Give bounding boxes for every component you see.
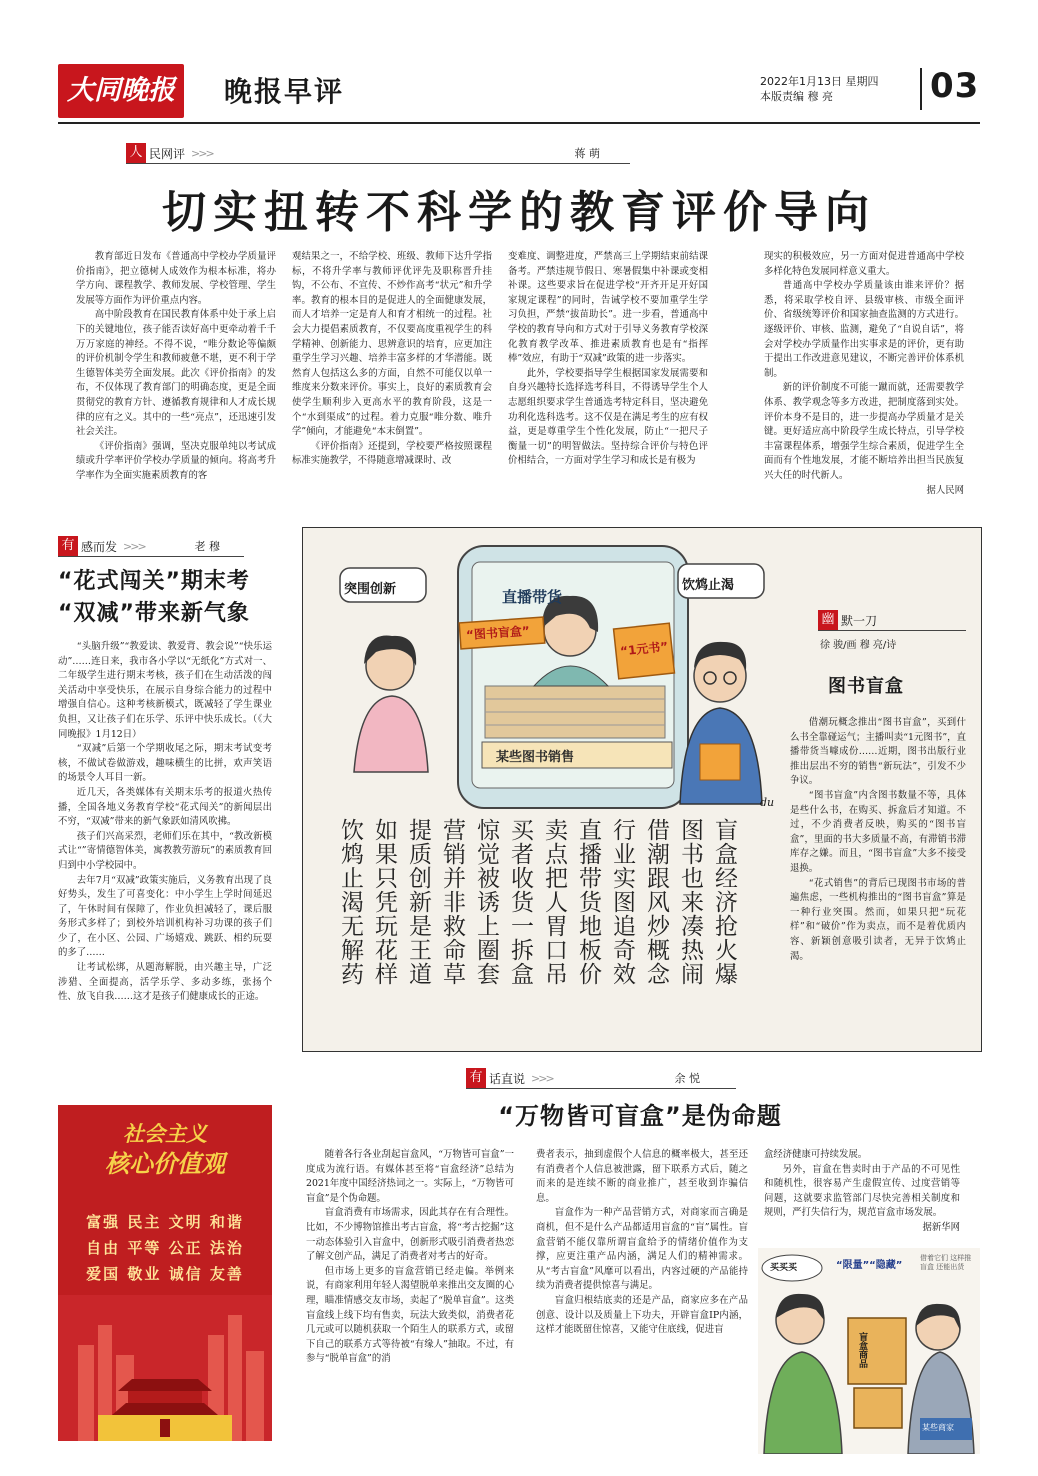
column-tag-name: 感而发 (81, 539, 118, 554)
bubble-right-text: 饮鸩止渴 (682, 578, 735, 593)
paragraph: 《评价指南》强调，坚决克服单纯以考试成绩或升学率评价学校办学质量的倾向。将高考升学率作为全面实施素质教育的客 (76, 440, 276, 481)
column-tag-rule (818, 630, 966, 631)
girl-coat (354, 696, 428, 772)
shop-sign-text: 某些图书销售 (496, 750, 575, 765)
paragraph: 此外，学校要指导学生根据国家发展需要和自身兴趣特长选择选考科目，不得诱导学生个人志愿组织要求学生普通选考特定科目，坚决避免功利化选科选考。这不仅是在满足考生的应有权益，更是尊重学生个性化发展，防止“一把尺子衡量一切”的明智做法。坚持综合评价与特色评价相结合，一方面对学生学习和成长是有极为 (508, 367, 708, 467)
poster-values-row: 富强 民主 文明 和谐 (86, 1213, 244, 1231)
column-tag-youhua (466, 1068, 736, 1088)
paragraph: 孩子们兴高采烈，老师们乐在其中，“教改新模式让“”寄情德智体美，寓教教劳游玩”的素质教育回归到中小学校园中。 (58, 830, 272, 871)
paragraph: 盒经济健康可持续发展。 (764, 1149, 868, 1160)
limited-hidden-label: “限量”“隐藏” (836, 1260, 903, 1271)
article-source: 据新华网 (922, 1221, 960, 1233)
page-number: 03 (930, 66, 980, 106)
paragraph: 高中阶段教育在国民教育体系中处于承上启下的关键地位，孩子能否读好高中更牵动着千千万万家庭的神经。不得不说，“唯分数论等偏颇的评价机制令学生和教师疲惫不堪，更不利于学生德智体美劳全面发展。此次《评价指南》的发布，不仅体现了教育部门的明确态度，更是全面贯彻党的教育方针、遵循教育规律和人才成长规律的应有之义。其中的一些“亮点”，还迅速引发社会关注。 (76, 309, 276, 438)
cartoon-credit: 徐 骏/画 穆 亮/诗 (820, 640, 897, 651)
artist-signature: du (760, 796, 775, 809)
poster-title (58, 1119, 272, 1179)
cartoon-poem (330, 818, 736, 1024)
paragraph: 去年7月“双减”政策实施后，义务教育出现了良好势头，发生了可喜变化：中小学生上学时间延迟了，午休时间有保障了，作业负担减轻了，课后服务形式多样了；到校外培训机构补习功课的孩子们少了，在小区、公园、广场嬉戏、跳跃、相约玩耍的多了…… (58, 874, 272, 959)
column-tag-rule (58, 556, 244, 557)
tiananmen-skyline-icon (58, 1295, 272, 1441)
section-name: 晚报早评 (224, 75, 345, 108)
paragraph: 变难度、调整进度，严禁高三上学期结束前结课备考。严禁违规节假日、寒暑假集中补课或变相补课。这些要求旨在促进学校“开齐开足开好国家规定课程”的同时，告诫学校不要加重学生学习负担，严禁“拔苗助长”。进一步看，普通高中学校的教育导向和方式对于引导义务教育学校深化教育教学改革、推进素质教育也是有“指挥棒”效应，有助于“双减”政策的进一步落实。 (508, 251, 708, 365)
main-article-column-3 (508, 250, 708, 512)
bottom-article-column-2 (536, 1148, 748, 1452)
paragraph: 盲盒消费有市场需求，因此其存在有合理性。比如，不少博物馆推出考古盲盒，将“考古挖掘”这一动态体验引入盲盒中，创新形式吸引消费者热恋了解文创产品，满足了消费者对考古的好奇。 (306, 1207, 514, 1263)
blind-box-sign-text: “图书盲盒” (465, 623, 531, 643)
column-arrows-icon: >>> (191, 146, 213, 160)
live-streaming-title: 直播带货 (502, 588, 563, 606)
poem-line: 如果只凭玩花样 (371, 818, 397, 986)
paragraph: 盲盒归根结底卖的还是产品，商家应多在产品创意、设计以及质量上下功夫，开辟盲盒IP内涵，这样才能既留住惊喜，又能守住底线，促进盲 (536, 1294, 748, 1336)
poster-values-row: 自由 平等 公正 法治 (86, 1239, 244, 1257)
paragraph: 费者表示，抽到虚假个人信息的概率极大，甚至还有消费者个人信息被泄露，留下联系方式后，随之而来的是连续不断的商业推广，甚至收到诈骗信息。 (536, 1149, 748, 1204)
masthead-divider (920, 68, 922, 110)
paragraph: “图书盲盒”内含图书数量不等，具体是些什么书，在购买、拆盒后才知道。不过，不少消费者反映，购买的“图书盲盒”，里面的书大多质量不高，有滞销书滞库存之嫌。而且，“图书盲盒”大多不接受退换。 (790, 789, 966, 874)
seller-sign-label: 某些商家 (922, 1423, 954, 1432)
paragraph: “双减”后第一个学期收尾之际，期末考试变考核，不做试卷做游戏，趣味横生的比拼，欢声笑语的场景令人耳目一新。 (58, 743, 272, 784)
poem-line: 图书也来凑热闹 (677, 818, 703, 986)
paragraph: 近几天，各类媒体有关期末乐考的报道火热传播，全国各地义务教育学校“花式闯关”的新闻层出不穷，“双减”带来的新气象跃如清风吹拂。 (58, 786, 272, 828)
column-arrows-icon: >>> (531, 1071, 553, 1085)
blind-box-label: 盲盒商品 (857, 1332, 867, 1368)
poem-line: 惊觉被诱上圈套 (473, 818, 499, 986)
bottom-headline: “万物皆可盲盒”是伪命题 (498, 1102, 782, 1130)
newspaper-logo: 大同晚报 (58, 64, 184, 118)
cartoon-side-note: 借着它们 这样推盲盒 还能出货 (920, 1254, 972, 1271)
poster-title-line: 核心价值观 (105, 1149, 225, 1178)
main-article-column-1 (76, 250, 276, 512)
paragraph: 随着各行各业刮起盲盒风，“万物皆可盲盒”一度成为流行语。有媒体甚至将“盲盒经济”总结为2021年度中国经济热词之一。实际上，“万物皆可盲盒”是个伪命题。 (306, 1149, 514, 1204)
main-headline: 切实扭转不科学的教育评价导向 (162, 187, 876, 238)
one-yuan-sign-text: “1元书” (619, 639, 669, 659)
paragraph: 普通高中学校办学质量该由谁来评价？据悉，将采取学校自评、县级审核、市级全面评价、省级统筹评价和国家抽查监测的方式进行。逐级评价、审核、监测，避免了“自说自话”，将会对学校办学质量作出实事求是的评价，更有助于提出工作改进意见建议，不断完善评价体系机制。 (764, 280, 964, 379)
core-values-poster (58, 1105, 272, 1441)
bubble-left-text: 突围创新 (344, 582, 397, 597)
main-article-column-4 (764, 250, 964, 512)
column-tag-name: 话直说 (489, 1071, 526, 1086)
page-editor: 本版责编 穆 亮 (760, 90, 833, 103)
column-tag-initial: 人 (126, 143, 146, 163)
paragraph: “头脑升级”“教爱读、教爱背、教会说”“快乐运动”……连日来，我市各小学以“无纸化”方式对一、二年级学生进行期末考核，孩子们在生动活泼的闯关活动中享受快乐，在展示自身综合能力的过程中增强自信心。这种考核新模式，既减轻了学生课业负担，又让孩子们在乐学、乐评中快乐成长。（《大同晚报》1月12日） (58, 641, 272, 740)
column-tag-name: 民网评 (149, 146, 186, 161)
column-tag-youmo (818, 610, 928, 630)
left-article-body (58, 640, 272, 1094)
shopper-bubble-text: 买买买 (770, 1263, 798, 1273)
paragraph: 观结果之一，不给学校、班级、教师下达升学指标，不将升学率与教师评优评先及职称晋升挂钩，不公布、不宣传、不炒作高考“状元”和升学率。教育的根本目的是促进人的全面健康发展，而人才培养一定是育人和育才相统一的过程。社会大力提倡素质教育，不仅要高度重视学生的科学精神、创新能力、思辨意识的培育，应更加注重学生学习兴趣、培养丰富多样的才华潜能。既然育人包括这么多的方面，自然不可能仅以单一维度来分数来评价。事实上，良好的素质教育会使学生顺利步入更高水平的教育阶段，这是一个“水到渠成”的过程。着力克服“唯分数、唯升学”倾向，才能避免“本末倒置”。 (292, 251, 492, 438)
column-tag-rule (126, 163, 630, 164)
poem-line: 借潮跟风炒概念 (643, 818, 669, 986)
article-author: 蒋 萌 (574, 147, 600, 160)
poem-line: 买者收货一拆盒 (507, 818, 533, 986)
left-article-title (58, 566, 288, 630)
paragraph: 盲盒作为一种产品营销方式，对商家而言确是商机，但不是什么产品都适用盲盒的“盲”属性。盲盒营销不能仅靠所谓盲盒给予的情绪价值作为支撑，应更注重产品内涵，满足人们的精神需求。从“考古盲盒”风靡可以看出，内容过硬的产品能持续为消费者提供惊喜与满足。 (536, 1207, 748, 1292)
column-tag-initial: 幽 (818, 610, 838, 630)
cartoon-commentary (790, 716, 966, 1038)
poem-line: 饮鸩止渴无解药 (337, 818, 363, 986)
paragraph: 教育部近日发布《普通高中学校办学质量评价指南》，把立德树人成效作为根本标准，将办学方向、课程教学、教师发展、学校管理、学生发展等方面作为评价重点内容。 (76, 251, 276, 306)
poem-line: 行业实图追奇效 (609, 818, 635, 986)
paragraph: 《评价指南》还提到，学校要严格按照课程标准实施教学，不得随意增减课时、改 (292, 440, 492, 467)
main-article-column-2 (292, 250, 492, 512)
article-source: 据人民网 (926, 484, 964, 496)
paragraph: “花式销售”的背后已现图书市场的普遍焦虑，一些机构推出的“图书盲盒”算是一种行业突围。然而，如果只把“玩花样”和“破价”作为卖点，而不是着优质内容、新颖创意吸引读者，无异于饮鸩止渴。 (790, 877, 966, 962)
column-arrows-icon: >>> (123, 539, 145, 553)
paragraph: 新的评价制度不可能一蹴而就，还需要教学体系、教学观念等多方改进，把制度落到实处。评价本身不是目的，进一步提高办学质量才是关键。更好适应高中阶段学生成长特点，引导学校丰富课程体系，增强学生综合素质，促进学生全面而有个性地发展，才能不断培养出担当民族复兴大任的时代新人。 (764, 382, 964, 481)
column-tag-renmin (126, 143, 630, 163)
paragraph: 但市场上更多的盲盒营销已经走偏。举例来说，有商家利用年轻人渴望脱单来推出交友圈的心理，瞄准情感交友市场，卖起了“脱单盲盒”。这类盲盒线上线下均有售卖，玩法大致类似，消费者花几元或可以随机获取一个陌生人的联系方式，或留下自己的联系方式等待被“有缘人”抽取。不过，有参与“脱单盲盒”的消 (306, 1265, 514, 1365)
article-author: 余 悦 (674, 1072, 700, 1085)
poem-line: 盲盒经济抢火爆 (711, 818, 737, 986)
bottom-article-column-3 (764, 1148, 960, 1240)
column-tag-name: 默一刀 (841, 613, 878, 628)
issue-date: 2022年1月13日 星期四 (760, 75, 879, 88)
man-books (700, 744, 740, 780)
poem-line: 卖点把人胃口吊 (541, 818, 567, 986)
column-tag-initial: 有 (466, 1068, 486, 1088)
title-line: “双减”带来新气象 (58, 601, 250, 626)
paragraph: 另外，盲盒在售卖时由于产品的不可见性和随机性，很容易产生虚假宣传、过度营销等问题，这就要求监管部门尽快完善相关制度和规则，严打失信行为，规范盲盒市场发展。 (764, 1163, 960, 1219)
masthead-rule (58, 122, 980, 124)
column-tag-yougan (58, 536, 244, 556)
bottom-article-column-1 (306, 1148, 514, 1452)
article-author: 老 穆 (194, 540, 220, 553)
paragraph: 让考试松绑，从题海解脱，由兴趣主导，广泛涉猎、全面提高，活学乐学、多动多练，张扬个性、放飞自我……这才是孩子们健康成长的正途。 (58, 962, 272, 1003)
paragraph: 现实的积极效应，另一方面对促进普通高中学校多样化特色发展同样意义重大。 (764, 251, 964, 277)
poster-values-row: 爱国 敬业 诚信 友善 (86, 1265, 244, 1283)
column-tag-initial: 有 (58, 536, 78, 556)
poem-line: 提质创新是王道 (405, 818, 431, 986)
date-editor-block (760, 74, 879, 104)
poster-title-line: 社会主义 (123, 1121, 207, 1146)
cartoon-title: 图书盲盒 (828, 676, 904, 697)
column-tag-rule (466, 1088, 736, 1089)
paragraph: 借潮玩概念推出“图书盲盒”，买到什么书全靠碰运气；主播叫卖“1元图书”，直播带货当噱成份……近期，图书出版行业推出层出不穷的销售“新玩法”，引发不少争议。 (790, 717, 966, 787)
poem-line: 直播带货地板价 (575, 818, 601, 986)
title-line: “花式闯关”期末考 (58, 569, 250, 594)
poem-line: 营销并非救命草 (439, 818, 465, 986)
